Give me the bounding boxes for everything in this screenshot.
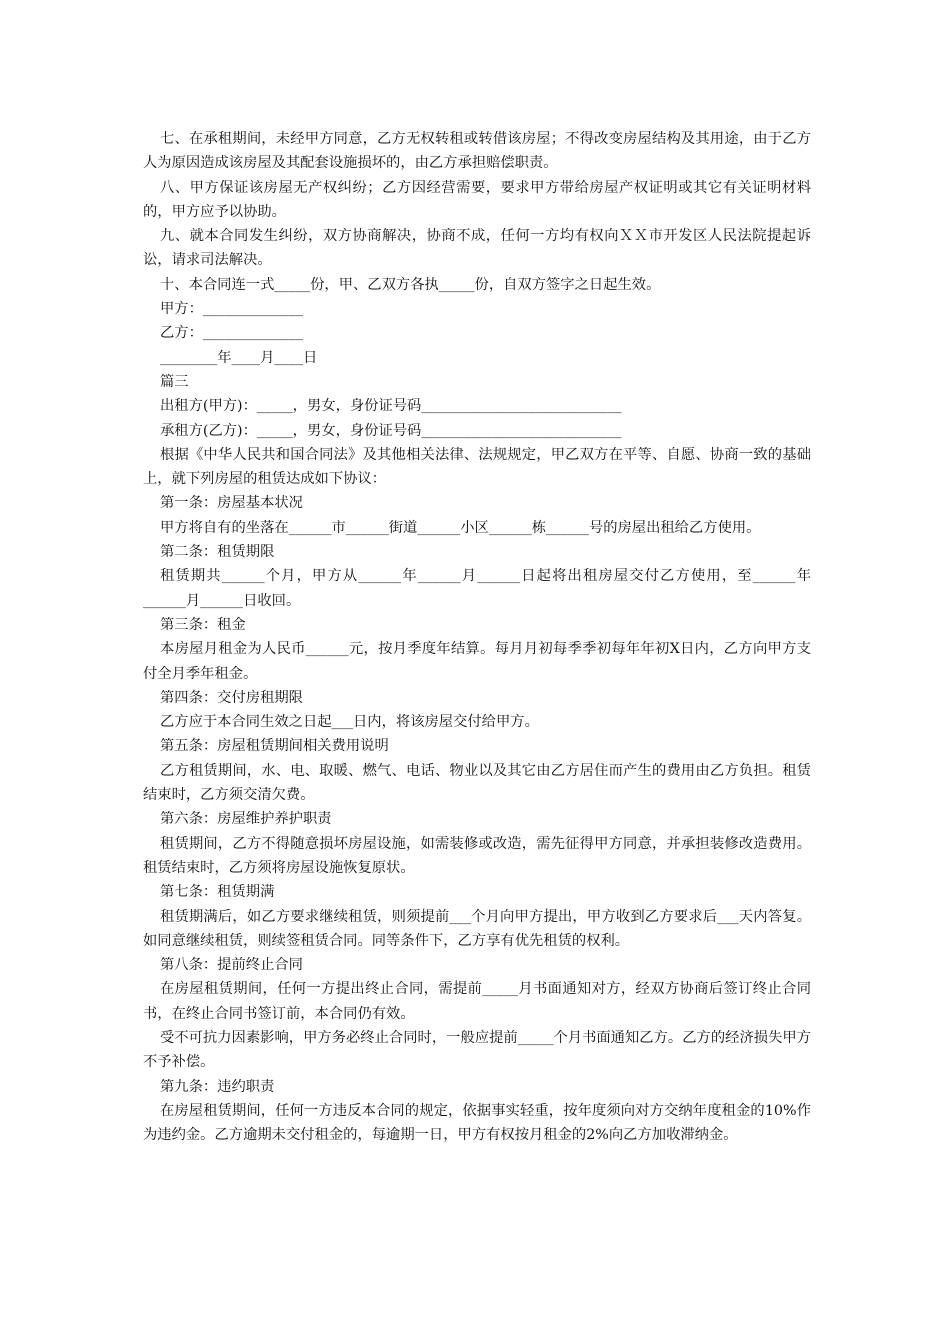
- lessee-line: 承租方(乙方)：_____，男女，身份证号码____________________________: [160, 422, 622, 439]
- article-8-title: 第八条：提前终止合同: [160, 957, 303, 974]
- clause-9: 九、就本合同发生纠纷，双方协商解决，协商不成，任何一方均有权向ＸＸ市开发区人民法院提起诉讼，请求司法解决。: [143, 228, 811, 269]
- article-4-body: 乙方应于本合同生效之日起___日内，将该房屋交付给甲方。: [160, 714, 539, 731]
- article-6-body: 租赁期间，乙方不得随意损坏房屋设施，如需装修或改造，需先征得甲方同意，并承担装修改造费用。租赁结束时，乙方须将房屋设施恢复原状。: [143, 835, 811, 876]
- article-7-body: 租赁期满后，如乙方要求继续租赁，则须提前___个月向甲方提出，甲方收到乙方要求后___天内答复。如同意继续租赁，则续签租赁合同。同等条件下，乙方享有优先租赁的权利。: [143, 908, 811, 949]
- article-2-title: 第二条：租赁期限: [160, 544, 275, 561]
- article-1-body: 甲方将自有的坐落在______市______街道______小区______栋______号的房屋出租给乙方使用。: [160, 519, 761, 536]
- signature-date-line: ________年____月____日: [160, 349, 318, 366]
- party-b-signature-line: 乙方：______________: [160, 325, 303, 342]
- article-3-title: 第三条：租金: [160, 616, 246, 633]
- article-5-body: 乙方租赁期间，水、电、取暖、燃气、电话、物业以及其它由乙方居住而产生的费用由乙方负担。租赁结束时，乙方须交清欠费。: [143, 762, 811, 804]
- article-6-title: 第六条：房屋维护养护职责: [160, 811, 332, 828]
- article-7-title: 第七条：租赁期满: [160, 884, 275, 901]
- lessor-line: 出租方(甲方)：_____，男女，身份证号码____________________________: [160, 398, 622, 415]
- article-4-title: 第四条：交付房租期限: [160, 689, 303, 706]
- article-9-body: 在房屋租赁期间，任何一方违反本合同的规定，依据事实轻重，按年度须向对方交纳年度租金的10%作为违约金。乙方逾期未交付租金的，每逾期一日，甲方有权按月租金的2%向乙方加收滞纳金。: [143, 1102, 811, 1144]
- article-9-title: 第九条：违约职责: [160, 1078, 275, 1095]
- party-a-signature-line: 甲方：______________: [160, 301, 303, 318]
- article-8-body-1: 在房屋租赁期间，任何一方提出终止合同，需提前_____月书面通知对方，经双方协商后签订终止合同书，在终止合同书签订前，本合同仍有效。: [143, 981, 811, 1022]
- clause-10: 十、本合同连一式_____份，甲、乙双方各执_____份，自双方签字之日起生效。: [160, 276, 661, 293]
- clause-7: 七、在承租期间，未经甲方同意，乙方无权转租或转借该房屋；不得改变房屋结构及其用途，由于乙方人为原因造成该房屋及其配套设施损坏的，由乙方承担赔偿职责。: [143, 131, 811, 172]
- document-body: [143, 127, 811, 1147]
- article-3-body: 本房屋月租金为人民币______元，按月季度年结算。每月月初每季季初每年年初X日内，乙方向甲方支付全月季年租金。: [143, 641, 811, 682]
- article-5-title: 第五条：房屋租赁期间相关费用说明: [160, 738, 389, 755]
- article-2-body: 租赁期共______个月，甲方从______年______月______日起将出租房屋交付乙方使用，至______年______月______日收回。: [143, 568, 811, 609]
- section-heading: 篇三: [160, 373, 189, 390]
- contract-preamble: 根据《中华人民共和国合同法》及其他相关法律、法规规定，甲乙双方在平等、自愿、协商一致的基础上，就下列房屋的租赁达成如下协议：: [143, 446, 811, 488]
- article-8-body-2: 受不可抗力因素影响，甲方务必终止合同时，一般应提前_____个月书面通知乙方。乙方的经济损失甲方不予补偿。: [143, 1029, 811, 1071]
- article-1-title: 第一条：房屋基本状况: [160, 495, 303, 512]
- clause-8: 八、甲方保证该房屋无产权纠纷；乙方因经营需要，要求甲方带给房屋产权证明或其它有关证明材料的，甲方应予以协助。: [143, 179, 811, 220]
